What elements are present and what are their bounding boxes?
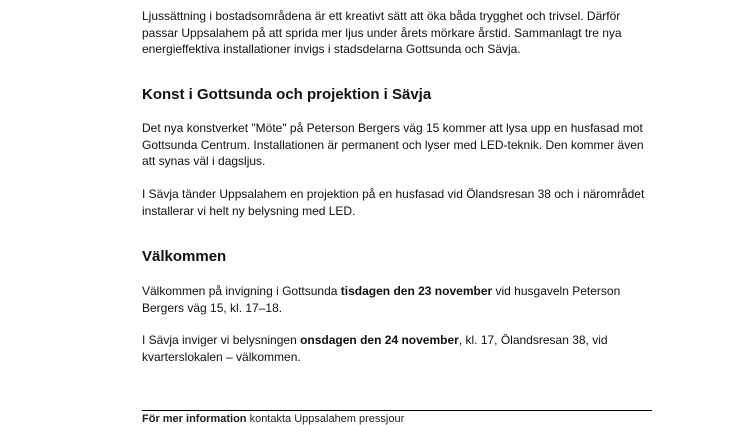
- footer-contact-label: För mer information: [142, 413, 247, 425]
- footer-contact-line: [142, 413, 482, 425]
- intro-paragraph: Ljussättning i bostadsområdena är ett kreativt sätt att öka båda trygghet och trivsel. Därför passar Uppsalahem på att sprida mer ljus under årets mörkare årstid. Sammanlagt tre nya energieffektiva installationer invigs i stadsdelarna Gottsunda och Sävja.: [142, 9, 622, 56]
- welcome-savja-text-end: , kl. 17, Ölandsresan 38, vid kvarterslokalen – välkommen.: [142, 333, 608, 364]
- section-heading-welcome: Välkommen: [142, 248, 227, 265]
- footer-contact-text: kontakta Uppsalahem pressjour: [246, 413, 405, 425]
- welcome-gottsunda-text-end: vid husgaveln Peterson Bergers väg 15, kl. 17–18.: [142, 284, 621, 315]
- footer-divider: [142, 410, 652, 411]
- welcome-savja-paragraph: [142, 332, 652, 365]
- welcome-savja-text-start: I Sävja inviger vi belysningen: [142, 333, 301, 347]
- projection-paragraph: I Sävja tänder Uppsalahem en projektion på en husfasad vid Ölandsresan 38 och i närområdet installerar vi helt ny belysning med LED.: [142, 187, 645, 218]
- welcome-gottsunda-paragraph: [142, 283, 652, 316]
- art-paragraph: Det nya konstverket "Möte" på Peterson Bergers väg 15 kommer att lysa upp en husfasad mot Gottsunda Centrum. Installationen är permanent och lyser med LED-teknik. Den kommer även att synas väl i dagsljus.: [142, 121, 644, 168]
- welcome-gottsunda-date: tisdagen den 23 november: [340, 284, 493, 298]
- section-heading-art: Konst i Gottsunda och projektion i Sävja: [142, 86, 432, 103]
- welcome-gottsunda-text-start: Välkommen på invigning i Gottsunda: [142, 284, 341, 298]
- welcome-savja-date: onsdagen den 24 november: [300, 333, 459, 347]
